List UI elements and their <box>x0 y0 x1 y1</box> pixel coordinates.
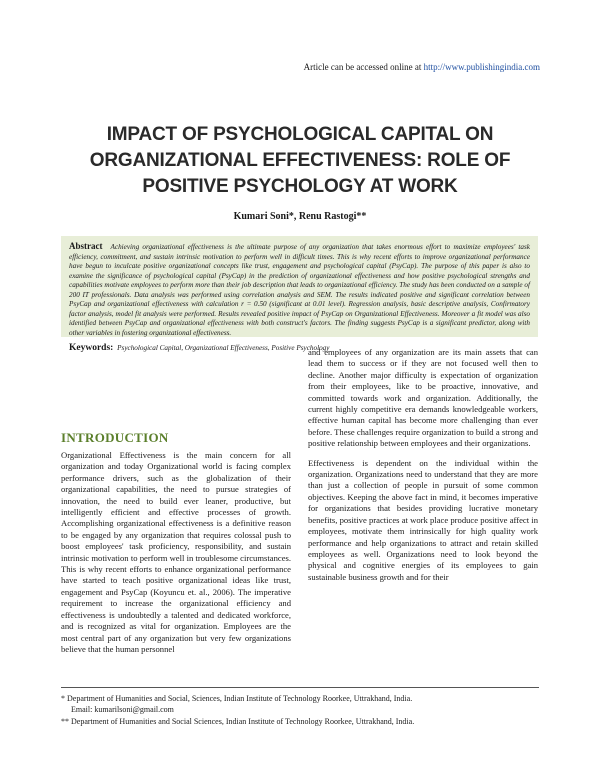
publisher-link[interactable]: http://www.publishingindia.com <box>423 62 540 72</box>
keywords-text: Psychological Capital, Organizational Effectiveness, Positive Psychology <box>117 344 330 352</box>
section-heading-introduction: INTRODUCTION <box>61 430 169 445</box>
access-prefix: Article can be accessed online at <box>303 62 422 72</box>
abstract <box>69 242 530 338</box>
paragraph: Effectiveness is dependent on the individual within the organization. Organizations need to understand that they are more than just a collection of people in pursuit of some common objectives. Keeping the above fact in mind, it becomes imperative for organizations that besides providing lucrative monetary benefits, positive practices at work place produce positive affect in employees, motivate them intrinsically for high quality work performance and help organizations to attract and retain skilled employees as well. Organizations need to look beyond the physical and cognitive energies of its employees to gain sustainable business growth and for their <box>308 457 538 582</box>
paper-title <box>70 122 530 200</box>
footnote-divider <box>61 687 539 688</box>
keywords-label: Keywords: <box>69 343 114 353</box>
access-note <box>304 62 540 72</box>
footnote-1-affiliation: * Department of Humanities and Social, Sciences, Indian Institute of Technology Roorkee, Uttrakhand, India. <box>61 694 413 703</box>
column-left <box>61 450 291 663</box>
title-line-1: IMPACT OF PSYCHOLOGICAL CAPITAL ON <box>106 124 494 145</box>
footnote-1 <box>61 693 541 715</box>
authors: Kumari Soni*, Renu Rastogi** <box>233 211 367 222</box>
paragraph: Organizational Effectiveness is the main concern for all organization and today Organizational world is facing complex performance drivers, such as the globalization of their organizational capabilities, the need to pursue strategies of innovation, the need to build ever leaner, productive, but intelligently efficient and effective processes of growth. Accomplishing organizational effectiveness is a definitive reason to be engaged by any organization that requires colossal push to boost employees' task proficiency, responsibility, and sustain intrinsic motivation to perform well in troublesome circumstances. This is why recent efforts to enhance organizational performance have started to teach positive organizational ideas like trust, engagement and PsyCap (Koyuncu et. al., 2006). The imperative requirement to increase the organizational efficiency and effectiveness is undoubtedly a talented and dedicated workforce, and is recognized as vital for organization. Employees are the most central part of any organization but very few organizations believe that the human personnel <box>61 450 291 654</box>
abstract-text: Achieving organizational effectiveness is the ultimate purpose of any organization that takes enormous effort to maximize employees' task efficiency, commitment, and sustain intrinsic motivation to perform well in difficult times. This is why recent efforts to improve organizational performance have begun to inculcate positive organizational concepts like trust, engagement and psychological capital (PsyCap). The purpose of this paper is also to examine the significance of psychological capital (PsyCap) in the prediction of organizational effectiveness and how positive psychological strengths and capabilities motivate employees to perform more than their job description that leads to organizational efficiency. The study has been conducted on a sample of 200 IT professionals. Data analysis was performed using correlation analysis and SEM. The results indicated positive and significant correlation between PsyCap and organizational effectiveness with calculation r = 0.50 (significant at 0.01 level). Regression analysis, basic descriptive analysis, Confirmatory factor analysis, model fit analysis were performed. Results revealed positive impact of PsyCap on Organizational Effectiveness. Moreover a fit model was also identified between PsyCap and organizational effectiveness with both construct's factors. The finding suggests PsyCap is a significant predictor, along with other variables in fostering organizational effectiveness. <box>69 243 530 337</box>
paragraph: and employees of any organization are its main assets that can lead them to success or if they are not focused well then to decline. Another major difficulty is expectation of organization from their employees, like to be proactive, innovative, and committed towards work and organization. Additionally, the current highly competitive era demands knowledgeable workers, effective human capital has become more challenging than ever before. These challenges require organization to build a strong and positive relationship between employees and their organizations. <box>308 347 538 449</box>
title-line-3: POSITIVE PSYCHOLOGY AT WORK <box>142 176 458 197</box>
footnote-2: ** Department of Humanities and Social Sciences, Indian Institute of Technology Roorkee, Uttrakhand, India. <box>61 717 415 726</box>
footnote-1-email: Email: kumarilsoni@gmail.com <box>71 705 174 714</box>
abstract-box <box>61 236 538 353</box>
abstract-label: Abstract <box>69 241 103 251</box>
title-line-2: ORGANIZATIONAL EFFECTIVENESS: ROLE OF <box>89 150 511 171</box>
column-right <box>308 347 538 591</box>
